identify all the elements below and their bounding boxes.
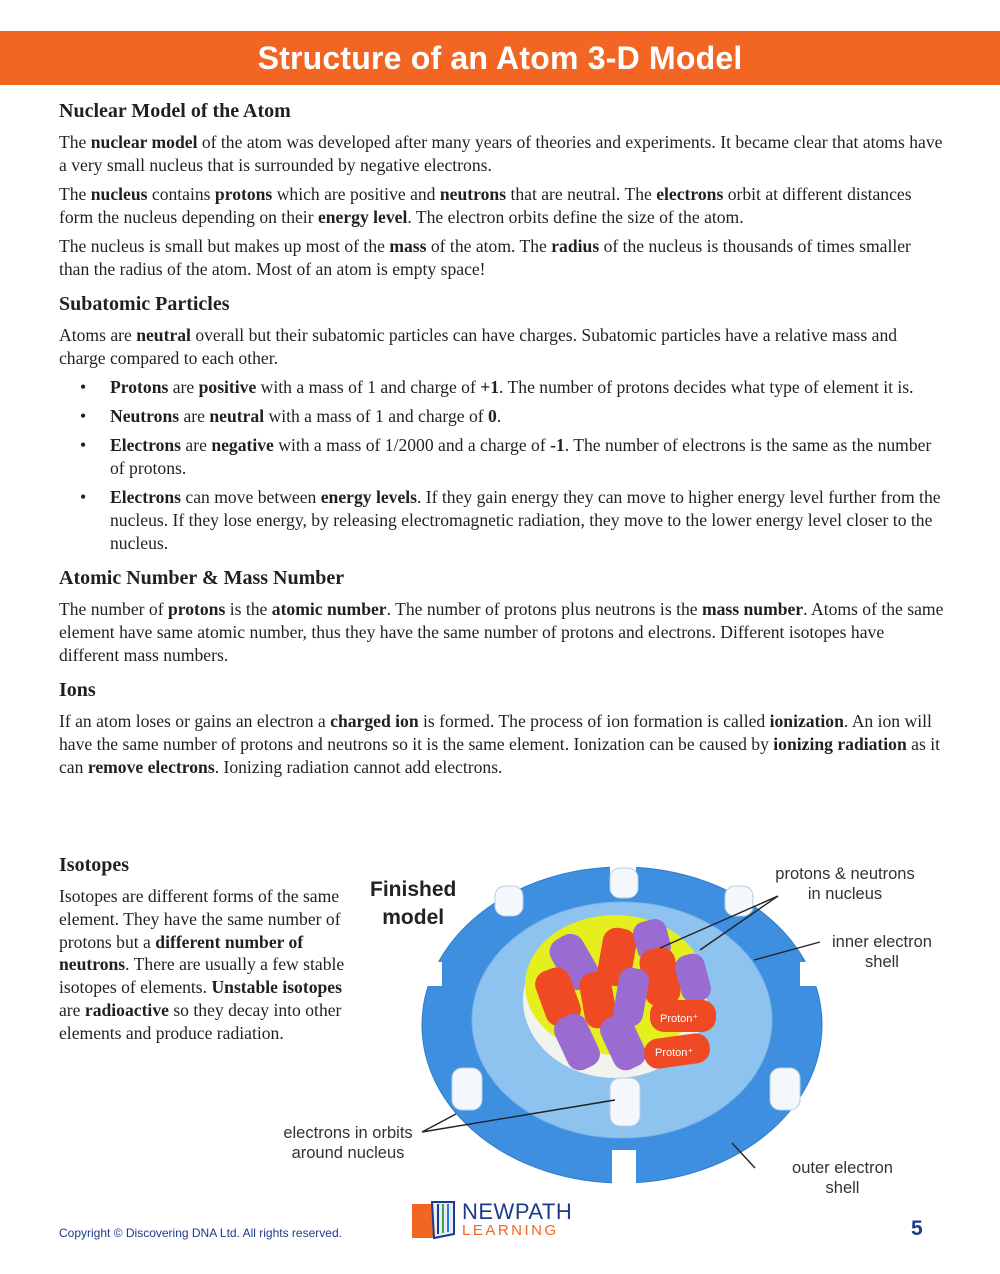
- section-heading: Nuclear Model of the Atom: [59, 100, 291, 122]
- bullet-list: [80, 376, 944, 555]
- electron-marker: [610, 1078, 640, 1126]
- bold-term: different number of neutrons: [59, 931, 304, 975]
- bold-term: neutral: [209, 406, 265, 426]
- electron-marker: [770, 1068, 800, 1110]
- page-number: 5: [911, 1217, 923, 1240]
- electron-marker: [495, 886, 523, 916]
- figure-title-line: Finished: [370, 878, 457, 901]
- list-item: • Electrons can move between energy levels. If they gain energy they can move to higher energy level further from the nucleus. If they lose energy, by releasing electromagnetic radiation, they move to the lower energy level closer to the nucleus.: [80, 486, 944, 555]
- section-isotopes: [59, 852, 359, 1051]
- label-line: inner electron: [832, 933, 932, 951]
- proton-text: Proton⁺: [660, 1013, 699, 1025]
- logo-text: [462, 1198, 573, 1239]
- shell-notch: [612, 1150, 636, 1186]
- label-line: in nucleus: [807, 885, 883, 903]
- bold-term: protons: [167, 599, 226, 619]
- label-line: protons & neutrons: [775, 865, 915, 883]
- bold-term: protons: [214, 184, 273, 204]
- bold-term: atomic number: [271, 599, 387, 619]
- bold-term: mass number: [701, 599, 804, 619]
- electron-marker: [725, 886, 753, 916]
- section-subatomic: [59, 291, 944, 555]
- electron-marker: [452, 1068, 482, 1110]
- section-heading: Atomic Number & Mass Number: [59, 567, 345, 589]
- paragraph: Atoms are neutral overall but their subatomic particles can have charges. Subatomic particles have a relative mass and charge compared to each other.: [59, 325, 898, 368]
- bold-term: neutral: [136, 325, 191, 345]
- bold-term: energy levels: [320, 487, 417, 507]
- paragraph: If an atom loses or gains an electron a charged ion is formed. The process of ion formation is called ionization. An ion will have the same number of protons and neutrons so it is the same element. Ionization can be caused by ionizing radiation as it can remove electrons. Ionizing radiation cannot add electrons.: [59, 711, 940, 777]
- label-outer-shell: [780, 1158, 905, 1198]
- bold-term: ionizing radiation: [773, 734, 907, 754]
- bold-term: positive: [198, 377, 257, 397]
- section-nuclear-model: [59, 98, 944, 281]
- bold-term: nuclear model: [90, 132, 198, 152]
- bold-term: Electrons: [110, 487, 182, 507]
- bold-term: 0: [488, 406, 497, 426]
- label-electrons: [268, 1123, 428, 1163]
- label-inner-shell: [822, 932, 942, 972]
- bold-term: Neutrons: [110, 406, 180, 426]
- label-line: shell: [825, 1179, 860, 1197]
- bold-term: Protons: [110, 377, 169, 397]
- paragraph: The nucleus is small but makes up most of the mass of the atom. The radius of the nucleus is thousands of times smaller than the radius of the atom. Most of an atom is empty space!: [59, 236, 911, 279]
- bold-term: mass: [389, 236, 427, 256]
- paragraph: The nucleus contains protons which are positive and neutrons that are neutral. The electrons orbit at different distances form the nucleus depending on their energy level. The electron orbits define the size of the atom.: [59, 184, 912, 227]
- page-title: Structure of an Atom 3-D Model: [257, 39, 743, 76]
- bold-term: radius: [551, 236, 600, 256]
- bold-term: nucleus: [90, 184, 148, 204]
- bold-term: Unstable isotopes: [211, 977, 342, 998]
- bold-term: radioactive: [84, 999, 169, 1020]
- electron-marker: [610, 868, 638, 898]
- shell-notch: [420, 962, 442, 986]
- section-heading: Subatomic Particles: [59, 293, 230, 315]
- bold-term: charged ion: [330, 711, 419, 731]
- list-item: • Protons are positive with a mass of 1 and charge of +1. The number of protons decides what type of element it is.: [80, 376, 944, 399]
- bold-term: ionization: [769, 711, 844, 731]
- bold-term: neutrons: [439, 184, 507, 204]
- label-line: around nucleus: [291, 1144, 405, 1162]
- bold-term: electrons: [656, 184, 724, 204]
- bold-term: +1: [480, 377, 500, 397]
- label-line: outer electron: [792, 1159, 893, 1177]
- section-ions: [59, 677, 944, 779]
- list-item: • Neutrons are neutral with a mass of 1 and charge of 0.: [80, 405, 944, 428]
- title-bar: [0, 31, 1000, 85]
- section-heading: Ions: [59, 679, 96, 701]
- label-line: electrons in orbits: [283, 1124, 413, 1142]
- newpath-logo: [410, 1198, 572, 1240]
- paragraph: The number of protons is the atomic number. The number of protons plus neutrons is the mass number. Atoms of the same element have same atomic number, thus they have the same number of protons and electrons. Different isotopes have different mass numbers.: [59, 599, 944, 665]
- bold-term: remove electrons: [87, 757, 215, 777]
- book-icon: [410, 1198, 458, 1240]
- paragraph: The nuclear model of the atom was developed after many years of theories and experiments. It became clear that atoms have a very small nucleus that is surrounded by negative electrons.: [59, 132, 943, 175]
- bold-term: negative: [211, 435, 274, 455]
- label-line: shell: [865, 953, 899, 971]
- paragraph: Isotopes are different forms of the same element. They have the same number of protons but a different number of neutrons. There are usually a few stable isotopes of elements. Unstable isotopes are radioactive so they decay into other elements and produce radiation.: [59, 886, 345, 1043]
- figure-title: [370, 876, 456, 932]
- figure-title-line: model: [382, 906, 445, 929]
- section-atomic-number: [59, 565, 944, 667]
- main-content: [59, 98, 944, 789]
- section-heading: Isotopes: [59, 854, 130, 876]
- bold-term: Electrons: [110, 435, 182, 455]
- bold-term: -1: [550, 435, 565, 455]
- label-nucleus: [760, 864, 930, 904]
- shell-notch: [800, 962, 822, 986]
- list-item: • Electrons are negative with a mass of 1/2000 and a charge of -1. The number of electrons is the same as the number of protons.: [80, 434, 944, 480]
- logo-text-top: NEWPATH: [462, 1198, 573, 1224]
- bold-term: energy level: [317, 207, 408, 227]
- proton-text: Proton⁺: [655, 1047, 694, 1059]
- copyright-text: Copyright © Discovering DNA Ltd. All rights reserved.: [59, 1226, 342, 1240]
- atom-model-figure: [283, 850, 960, 1210]
- logo-text-bottom: LEARNING: [462, 1221, 559, 1239]
